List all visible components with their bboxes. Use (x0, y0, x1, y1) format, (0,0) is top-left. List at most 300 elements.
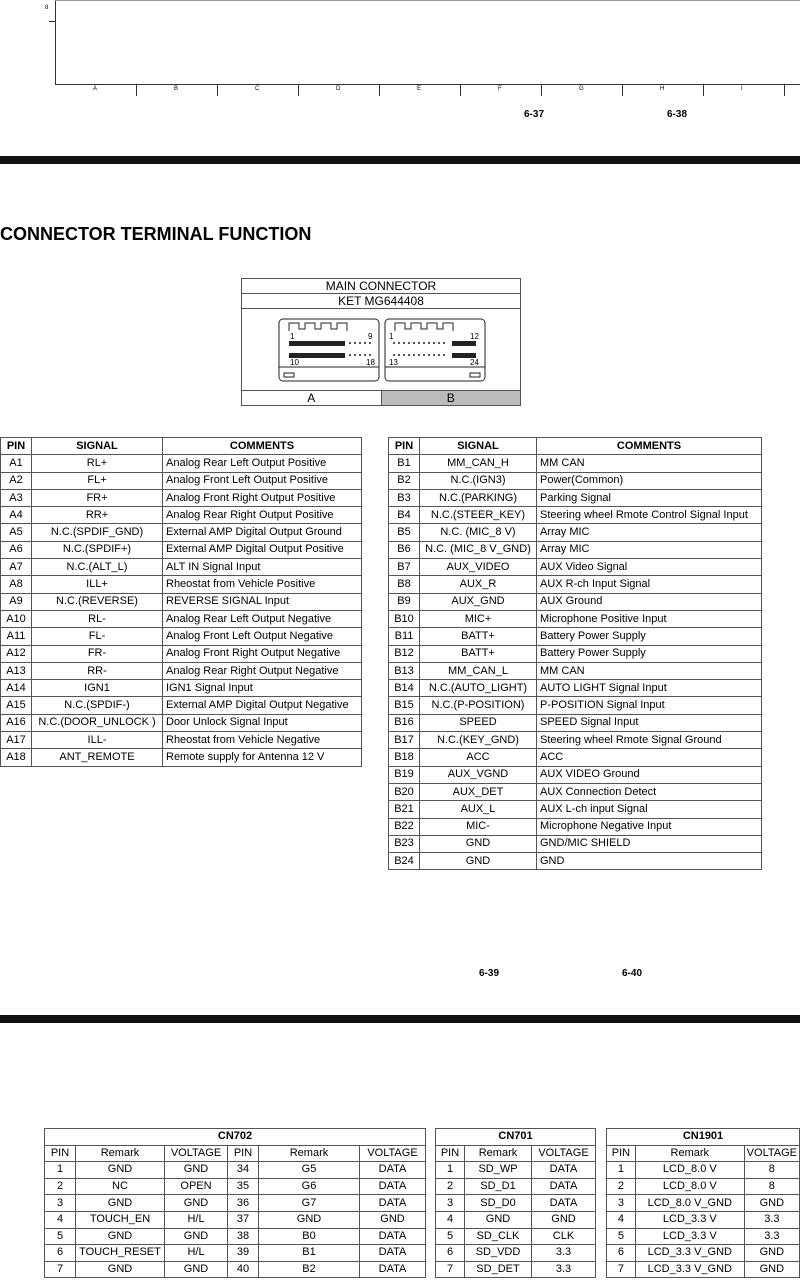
table-cell: SD_WP (465, 1162, 532, 1179)
table-cell: DATA (360, 1261, 426, 1278)
table-cell: A17 (1, 732, 32, 749)
col-comments: COMMENTS (537, 438, 762, 455)
table-cell: Remote supply for Antenna 12 V (163, 749, 362, 766)
cn702-table (44, 1128, 426, 1278)
table-cell: Array MIC (537, 524, 762, 541)
table-cell: MM CAN (537, 455, 762, 472)
table-row (1, 749, 362, 766)
table-cell: 5 (45, 1228, 76, 1245)
col-voltage: VOLTAGE (165, 1145, 228, 1162)
connector-drawing (242, 309, 522, 389)
table-cell: B16 (389, 714, 420, 731)
col-pin: PIN (45, 1145, 76, 1162)
table-cell: Analog Front Left Output Negative (163, 628, 362, 645)
table-cell: DATA (360, 1245, 426, 1262)
table-cell: B17 (389, 732, 420, 749)
table-cell: B11 (389, 628, 420, 645)
table-cell: DATA (532, 1162, 596, 1179)
table-cell: ILL- (32, 732, 163, 749)
table-row (45, 1228, 426, 1245)
table-cell: A18 (1, 749, 32, 766)
table-cell: Battery Power Supply (537, 628, 762, 645)
table-cell: N.C.(KEY_GND) (420, 732, 537, 749)
table-row (1, 645, 362, 662)
table-cell: N.C.(SPDIF_GND) (32, 524, 163, 541)
table-cell: B8 (389, 576, 420, 593)
table-cell: 40 (228, 1261, 259, 1278)
table-cell: B22 (389, 818, 420, 835)
table-cell: B10 (389, 610, 420, 627)
table-cell: Steering wheel Rmote Signal Ground (537, 732, 762, 749)
table-cell: 5 (607, 1228, 636, 1245)
table-row (607, 1228, 800, 1245)
table-cell: B24 (389, 853, 420, 870)
page-number-6-40: 6-40 (622, 968, 643, 979)
table-row (389, 593, 762, 610)
table-cell: Microphone Negative Input (537, 818, 762, 835)
table-header-row (436, 1145, 596, 1162)
table-cell: Battery Power Supply (537, 645, 762, 662)
axis-tick (217, 84, 218, 96)
table-cell: MIC- (420, 818, 537, 835)
table-cell: A13 (1, 662, 32, 679)
table-cell: B21 (389, 801, 420, 818)
table-cell: Steering wheel Rmote Control Signal Input (537, 507, 762, 524)
table-cell: 3 (607, 1195, 636, 1212)
col-pin: PIN (389, 438, 420, 455)
page-number-6-38: 6-38 (667, 109, 688, 120)
col-signal: SIGNAL (32, 438, 163, 455)
table-cell: ACC (537, 749, 762, 766)
table-cell: Rheostat from Vehicle Positive (163, 576, 362, 593)
col-pin: PIN (1, 438, 32, 455)
axis-tick (136, 84, 137, 96)
table-row (1, 628, 362, 645)
table-cell: GND (259, 1211, 360, 1228)
separator-bar-bottom (0, 1015, 800, 1023)
table-cell: A16 (1, 714, 32, 731)
table-header-row (45, 1145, 426, 1162)
table-cell: B4 (389, 507, 420, 524)
table-cell: B0 (259, 1228, 360, 1245)
table-cell: RL+ (32, 455, 163, 472)
table-cell: DATA (532, 1178, 596, 1195)
table-cell: 2 (607, 1178, 636, 1195)
table-cell: Analog Rear Right Output Negative (163, 662, 362, 679)
table-cell: N.C.(DOOR_UNLOCK ) (32, 714, 163, 731)
table-cell: External AMP Digital Output Negative (163, 697, 362, 714)
axis-top-label: 8 (45, 5, 49, 11)
table-cell: B7 (389, 559, 420, 576)
table-cell: LCD_3.3 V_GND (635, 1261, 744, 1278)
page-number-6-39: 6-39 (479, 968, 500, 979)
axis-tick (622, 84, 623, 96)
table-cell: Rheostat from Vehicle Negative (163, 732, 362, 749)
separator-bar-top (0, 156, 800, 164)
table-cell: A8 (1, 576, 32, 593)
table-cell: GND (465, 1211, 532, 1228)
table-cell: IGN1 Signal Input (163, 680, 362, 697)
cn1901-title: CN1901 (607, 1129, 800, 1146)
table-row (1, 662, 362, 679)
table-cell: Analog Front Right Output Positive (163, 489, 362, 506)
table-cell: AUX L-ch input Signal (537, 801, 762, 818)
table-cell: 1 (607, 1162, 636, 1179)
table-cell: 34 (228, 1162, 259, 1179)
col-pin: PIN (607, 1145, 636, 1162)
table-row (389, 783, 762, 800)
table-cell: GND (76, 1162, 165, 1179)
pin-label-a18: 18 (366, 358, 375, 367)
table-cell: H/L (165, 1245, 228, 1262)
table-cell: N.C.(STEER_KEY) (420, 507, 537, 524)
figure-frame-left (55, 0, 56, 84)
table-cell: P-POSITION Signal Input (537, 697, 762, 714)
table-cell: AUX_DET (420, 783, 537, 800)
col-voltage-2: VOLTAGE (360, 1145, 426, 1162)
table-row (389, 645, 762, 662)
cn701-title: CN701 (436, 1129, 596, 1146)
table-cell: 6 (45, 1245, 76, 1262)
table-cell: ACC (420, 749, 537, 766)
axis-tick (784, 84, 785, 96)
table-row (45, 1162, 426, 1179)
table-cell: CLK (532, 1228, 596, 1245)
connector-title: MAIN CONNECTOR (242, 279, 520, 294)
table-cell: AUX Ground (537, 593, 762, 610)
table-cell: FR+ (32, 489, 163, 506)
table-row (436, 1211, 596, 1228)
table-cell: RL- (32, 610, 163, 627)
table-cell: MM CAN (537, 662, 762, 679)
col-pin: PIN (436, 1145, 465, 1162)
table-cell: Analog Rear Right Output Positive (163, 507, 362, 524)
table-cell: A9 (1, 593, 32, 610)
table-cell: SD_D0 (465, 1195, 532, 1212)
table-header-row (1, 438, 362, 455)
table-cell: 35 (228, 1178, 259, 1195)
table-cell: LCD_8.0 V_GND (635, 1195, 744, 1212)
table-cell: RR+ (32, 507, 163, 524)
table-cell: N.C.(PARKING) (420, 489, 537, 506)
table-cell: DATA (532, 1195, 596, 1212)
table-cell: MIC+ (420, 610, 537, 627)
table-cell: N.C.(REVERSE) (32, 593, 163, 610)
table-row (607, 1211, 800, 1228)
axis-tick (703, 84, 704, 96)
figure-frame-bottom (55, 84, 800, 85)
table-row (436, 1162, 596, 1179)
table-cell: A3 (1, 489, 32, 506)
table-cell: DATA (360, 1195, 426, 1212)
table-cell: N.C.(AUTO_LIGHT) (420, 680, 537, 697)
table-cell: MM_CAN_H (420, 455, 537, 472)
table-row (389, 507, 762, 524)
table-cell: Door Unlock Signal Input (163, 714, 362, 731)
col-remark-2: Remark (259, 1145, 360, 1162)
table-cell: Array MIC (537, 541, 762, 558)
table-cell: B6 (389, 541, 420, 558)
table-cell: MM_CAN_L (420, 662, 537, 679)
table-cell: 3 (436, 1195, 465, 1212)
table-cell: 6 (607, 1245, 636, 1262)
table-row (389, 697, 762, 714)
table-cell: AUX_L (420, 801, 537, 818)
table-row (45, 1178, 426, 1195)
table-cell: BATT+ (420, 628, 537, 645)
table-cell: GND (165, 1261, 228, 1278)
table-cell: OPEN (165, 1178, 228, 1195)
table-cell: SD_VDD (465, 1245, 532, 1262)
table-row (389, 818, 762, 835)
table-row (389, 801, 762, 818)
table-cell: Power(Common) (537, 472, 762, 489)
table-cell: AUX_VIDEO (420, 559, 537, 576)
pin-label-b12: 12 (470, 332, 479, 341)
table-cell: REVERSE SIGNAL Input (163, 593, 362, 610)
table-row (389, 559, 762, 576)
table-cell: B9 (389, 593, 420, 610)
table-row (1, 507, 362, 524)
table-cell: GND (744, 1245, 799, 1262)
table-cell: G7 (259, 1195, 360, 1212)
table-cell: GND (537, 853, 762, 870)
table-cell: AUX_R (420, 576, 537, 593)
table-cell: DATA (360, 1162, 426, 1179)
table-cell: NC (76, 1178, 165, 1195)
table-cell: SD_D1 (465, 1178, 532, 1195)
table-cell: GND (360, 1211, 426, 1228)
table-cell: N.C. (MIC_8 V_GND) (420, 541, 537, 558)
table-cell: External AMP Digital Output Ground (163, 524, 362, 541)
table-cell: 36 (228, 1195, 259, 1212)
axis-label: C (255, 86, 260, 92)
pin-label-b13: 13 (389, 358, 398, 367)
axis-label: G (579, 86, 584, 92)
table-cell: A4 (1, 507, 32, 524)
table-cell: G6 (259, 1178, 360, 1195)
table-row (389, 541, 762, 558)
table-row (607, 1162, 800, 1179)
table-cell: A1 (1, 455, 32, 472)
table-row (389, 489, 762, 506)
table-cell: AUX R-ch Input Signal (537, 576, 762, 593)
cn701-table (435, 1128, 596, 1278)
table-cell: 2 (45, 1178, 76, 1195)
table-cell: GND (76, 1261, 165, 1278)
table-cell: SPEED (420, 714, 537, 731)
col-signal: SIGNAL (420, 438, 537, 455)
table-cell: G5 (259, 1162, 360, 1179)
table-row (389, 610, 762, 627)
table-cell: TOUCH_RESET (76, 1245, 165, 1262)
table-cell: 6 (436, 1245, 465, 1262)
table-row (607, 1261, 800, 1278)
table-cell: FL- (32, 628, 163, 645)
table-cell: LCD_3.3 V_GND (635, 1245, 744, 1262)
col-remark: Remark (465, 1145, 532, 1162)
col-comments: COMMENTS (163, 438, 362, 455)
table-cell: B13 (389, 662, 420, 679)
table-cell: A10 (1, 610, 32, 627)
table-cell: AUX Video Signal (537, 559, 762, 576)
axis-label: B (174, 86, 179, 92)
table-cell: 3.3 (532, 1261, 596, 1278)
table-cell: AUX_GND (420, 593, 537, 610)
table-cell: GND (744, 1195, 799, 1212)
pin-label-a1: 1 (290, 332, 295, 341)
table-row (1, 680, 362, 697)
table-row (436, 1245, 596, 1262)
axis-tick (379, 84, 380, 96)
axis-label: A (93, 86, 98, 92)
table-row (389, 766, 762, 783)
table-cell: 5 (436, 1228, 465, 1245)
table-row (45, 1195, 426, 1212)
table-row (45, 1211, 426, 1228)
table-cell: SD_CLK (465, 1228, 532, 1245)
pin-label-a10: 10 (290, 358, 299, 367)
table-cell: B18 (389, 749, 420, 766)
table-cell: H/L (165, 1211, 228, 1228)
table-row (389, 749, 762, 766)
table-row (607, 1178, 800, 1195)
table-cell: GND/MIC SHIELD (537, 835, 762, 852)
axis-tick (541, 84, 542, 96)
terminal-table-b (388, 437, 762, 870)
table-cell: A15 (1, 697, 32, 714)
table-cell: 4 (607, 1211, 636, 1228)
table-cell: External AMP Digital Output Positive (163, 541, 362, 558)
col-pin-2: PIN (228, 1145, 259, 1162)
table-row (607, 1245, 800, 1262)
table-cell: IGN1 (32, 680, 163, 697)
table-cell: B15 (389, 697, 420, 714)
table-cell: ILL+ (32, 576, 163, 593)
table-cell: LCD_8.0 V (635, 1162, 744, 1179)
table-cell: 3.3 (744, 1211, 799, 1228)
table-cell: A2 (1, 472, 32, 489)
table-cell: B20 (389, 783, 420, 800)
table-cell: B2 (389, 472, 420, 489)
connector-tabs (242, 390, 520, 405)
table-row (389, 662, 762, 679)
table-row (1, 541, 362, 558)
table-cell: BATT+ (420, 645, 537, 662)
table-cell: 1 (436, 1162, 465, 1179)
table-row (1, 472, 362, 489)
table-cell: RR- (32, 662, 163, 679)
table-cell: Parking Signal (537, 489, 762, 506)
table-row (389, 628, 762, 645)
table-cell: Analog Front Left Output Positive (163, 472, 362, 489)
table-cell: GND (76, 1195, 165, 1212)
table-cell: A11 (1, 628, 32, 645)
col-remark: Remark (76, 1145, 165, 1162)
table-cell: N.C.(P-POSITION) (420, 697, 537, 714)
table-row (389, 455, 762, 472)
table-cell: N.C.(IGN3) (420, 472, 537, 489)
table-cell: 37 (228, 1211, 259, 1228)
axis-tick-top (49, 21, 55, 22)
table-row (389, 732, 762, 749)
table-cell: 8 (744, 1162, 799, 1179)
table-cell: FR- (32, 645, 163, 662)
table-row (607, 1195, 800, 1212)
table-row (1, 576, 362, 593)
table-row (389, 576, 762, 593)
table-cell: A5 (1, 524, 32, 541)
col-voltage: VOLTAGE (532, 1145, 596, 1162)
pin-label-b24: 24 (470, 358, 479, 367)
table-cell: Analog Front Right Output Negative (163, 645, 362, 662)
table-cell: Analog Rear Left Output Negative (163, 610, 362, 627)
col-remark: Remark (635, 1145, 744, 1162)
table-row (389, 714, 762, 731)
axis-tick (460, 84, 461, 96)
table-cell: GND (420, 853, 537, 870)
table-cell: B2 (259, 1261, 360, 1278)
table-cell: DATA (360, 1178, 426, 1195)
table-cell: AUTO LIGHT Signal Input (537, 680, 762, 697)
table-row (389, 853, 762, 870)
table-cell: N.C. (MIC_8 V) (420, 524, 537, 541)
table-cell: AUX_VGND (420, 766, 537, 783)
table-cell: B1 (259, 1245, 360, 1262)
pin-label-b1: 1 (389, 332, 394, 341)
table-cell: LCD_8.0 V (635, 1178, 744, 1195)
axis-label: H (660, 86, 665, 92)
table-cell: GND (165, 1195, 228, 1212)
axis-label: D (336, 86, 341, 92)
table-cell: N.C.(SPDIF-) (32, 697, 163, 714)
table-row (45, 1261, 426, 1278)
table-cell: 1 (45, 1162, 76, 1179)
table-cell: ALT IN Signal Input (163, 559, 362, 576)
table-row (389, 472, 762, 489)
table-cell: GND (420, 835, 537, 852)
table-row (1, 610, 362, 627)
table-cell: A12 (1, 645, 32, 662)
main-connector-diagram (241, 278, 521, 406)
table-cell: AUX Connection Detect (537, 783, 762, 800)
table-cell: Analog Rear Left Output Positive (163, 455, 362, 472)
table-cell: B14 (389, 680, 420, 697)
table-cell: B3 (389, 489, 420, 506)
table-row (389, 524, 762, 541)
table-row (1, 697, 362, 714)
table-row (436, 1195, 596, 1212)
axis-label: I (741, 86, 743, 92)
pin-label-a9: 9 (368, 332, 373, 341)
table-cell: GND (165, 1162, 228, 1179)
table-row (1, 593, 362, 610)
table-cell: GND (532, 1211, 596, 1228)
table-row (1, 732, 362, 749)
page-number-6-37: 6-37 (524, 109, 545, 120)
table-cell: N.C.(SPDIF+) (32, 541, 163, 558)
axis-label: E (417, 86, 422, 92)
table-cell: GND (165, 1228, 228, 1245)
table-header-row (607, 1145, 800, 1162)
table-cell: B5 (389, 524, 420, 541)
section-title: CONNECTOR TERMINAL FUNCTION (0, 224, 312, 244)
table-cell: SPEED Signal Input (537, 714, 762, 731)
table-cell: 4 (45, 1211, 76, 1228)
table-cell: AUX VIDEO Ground (537, 766, 762, 783)
table-cell: Microphone Positive Input (537, 610, 762, 627)
table-cell: 7 (436, 1261, 465, 1278)
